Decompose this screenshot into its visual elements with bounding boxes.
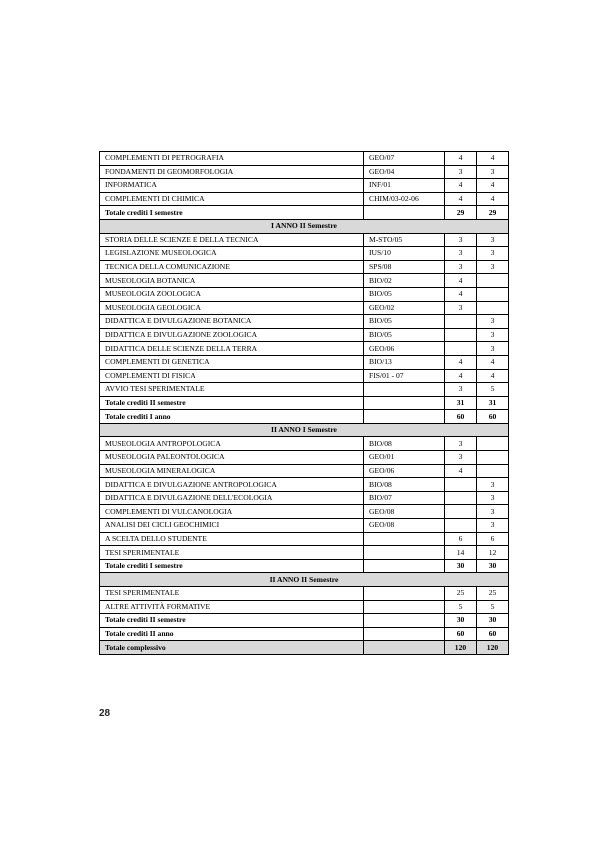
table-row [100, 587, 509, 601]
table-row [100, 179, 509, 193]
credits-alt-cell: 3 [477, 478, 509, 492]
credits-cell: 30 [445, 559, 477, 573]
sector-code-cell [364, 546, 445, 560]
table-row [100, 355, 509, 369]
table-row [100, 437, 509, 451]
section-header: II ANNO I Semestre [100, 423, 509, 437]
credits-alt-cell [477, 464, 509, 478]
total-row [100, 410, 509, 424]
credits-cell: 4 [445, 464, 477, 478]
sector-code-cell [364, 532, 445, 546]
credits-cell [445, 519, 477, 533]
course-name-cell: A SCELTA DELLO STUDENTE [100, 532, 364, 546]
credits-cell: 3 [445, 260, 477, 274]
sector-code-cell: BIO/05 [364, 328, 445, 342]
table-row [100, 301, 509, 315]
credits-alt-cell: 3 [477, 315, 509, 329]
sector-code-cell [364, 396, 445, 410]
table-row [100, 546, 509, 560]
course-name-cell: DIDATTICA E DIVULGAZIONE ANTROPOLOGICA [100, 478, 364, 492]
credits-alt-cell: 3 [477, 233, 509, 247]
credits-alt-cell [477, 437, 509, 451]
credits-cell: 3 [445, 233, 477, 247]
credits-cell: 4 [445, 179, 477, 193]
section-header: II ANNO II Semestre [100, 573, 509, 587]
credits-alt-cell: 4 [477, 192, 509, 206]
course-name-cell: MUSEOLOGIA BOTANICA [100, 274, 364, 288]
section-header-row [100, 573, 509, 587]
credits-alt-cell [477, 274, 509, 288]
credits-alt-cell: 12 [477, 546, 509, 560]
credits-alt-cell: 3 [477, 165, 509, 179]
credits-alt-cell: 3 [477, 505, 509, 519]
course-name-cell: Totale crediti II semestre [100, 614, 364, 628]
sector-code-cell: BIO/08 [364, 437, 445, 451]
credits-cell: 3 [445, 247, 477, 261]
sector-code-cell [364, 410, 445, 424]
sector-code-cell: GEO/07 [364, 152, 445, 166]
course-name-cell: ANALISI DEI CICLI GEOCHIMICI [100, 519, 364, 533]
table-row [100, 478, 509, 492]
sector-code-cell: M-STO/05 [364, 233, 445, 247]
sector-code-cell: BIO/05 [364, 287, 445, 301]
course-name-cell: ALTRE ATTIVITÀ FORMATIVE [100, 600, 364, 614]
credits-cell: 4 [445, 355, 477, 369]
table-row [100, 247, 509, 261]
credits-alt-cell: 3 [477, 328, 509, 342]
course-name-cell: TECNICA DELLA COMUNICAZIONE [100, 260, 364, 274]
course-name-cell: COMPLEMENTI DI FISICA [100, 369, 364, 383]
course-name-cell: MUSEOLOGIA PALEONTOLOGICA [100, 451, 364, 465]
course-name-cell: DIDATTICA E DIVULGAZIONE DELL'ECOLOGIA [100, 491, 364, 505]
credits-cell: 6 [445, 532, 477, 546]
course-name-cell: Totale crediti I anno [100, 410, 364, 424]
table-row [100, 519, 509, 533]
credits-cell: 31 [445, 396, 477, 410]
sector-code-cell: GEO/01 [364, 451, 445, 465]
credits-cell: 14 [445, 546, 477, 560]
total-row [100, 206, 509, 220]
course-name-cell: INFORMATICA [100, 179, 364, 193]
sector-code-cell [364, 206, 445, 220]
course-name-cell: STORIA DELLE SCIENZE E DELLA TECNICA [100, 233, 364, 247]
sector-code-cell: IUS/10 [364, 247, 445, 261]
credits-table [99, 151, 509, 655]
credits-cell: 4 [445, 287, 477, 301]
course-name-cell: MUSEOLOGIA MINERALOGICA [100, 464, 364, 478]
sector-code-cell: GEO/08 [364, 505, 445, 519]
course-name-cell: COMPLEMENTI DI CHIMICA [100, 192, 364, 206]
section-header-row [100, 219, 509, 233]
credits-table-body [100, 152, 509, 655]
table-row [100, 464, 509, 478]
table-row [100, 274, 509, 288]
sector-code-cell: GEO/06 [364, 342, 445, 356]
sector-code-cell: CHIM/03-02-06 [364, 192, 445, 206]
credits-cell: 3 [445, 383, 477, 397]
course-name-cell: Totale crediti I semestre [100, 206, 364, 220]
total-row [100, 396, 509, 410]
sector-code-cell: BIO/08 [364, 478, 445, 492]
course-name-cell: FONDAMENTI DI GEOMORFOLOGIA [100, 165, 364, 179]
course-name-cell: Totale crediti II anno [100, 627, 364, 641]
table-row [100, 192, 509, 206]
sector-code-cell [364, 627, 445, 641]
credits-cell [445, 315, 477, 329]
credits-cell: 5 [445, 600, 477, 614]
sector-code-cell [364, 641, 445, 655]
table-row [100, 491, 509, 505]
course-name-cell: MUSEOLOGIA ANTROPOLOGICA [100, 437, 364, 451]
credits-alt-cell: 6 [477, 532, 509, 546]
credits-cell: 3 [445, 301, 477, 315]
credits-cell: 4 [445, 274, 477, 288]
course-name-cell: Totale crediti I semestre [100, 559, 364, 573]
course-name-cell: DIDATTICA DELLE SCIENZE DELLA TERRA [100, 342, 364, 356]
credits-alt-cell: 60 [477, 627, 509, 641]
credits-alt-cell: 31 [477, 396, 509, 410]
course-name-cell: TESI SPERIMENTALE [100, 587, 364, 601]
table-row [100, 451, 509, 465]
course-name-cell: MUSEOLOGIA ZOOLOGICA [100, 287, 364, 301]
credits-alt-cell [477, 301, 509, 315]
sector-code-cell: GEO/04 [364, 165, 445, 179]
credits-alt-cell: 4 [477, 369, 509, 383]
course-name-cell: COMPLEMENTI DI PETROGRAFIA [100, 152, 364, 166]
credits-alt-cell: 3 [477, 491, 509, 505]
sector-code-cell: GEO/06 [364, 464, 445, 478]
total-row [100, 559, 509, 573]
sector-code-cell: INF/01 [364, 179, 445, 193]
credits-cell [445, 478, 477, 492]
table-row [100, 260, 509, 274]
credits-alt-cell: 3 [477, 342, 509, 356]
course-name-cell: MUSEOLOGIA GEOLOGICA [100, 301, 364, 315]
credits-cell [445, 491, 477, 505]
course-name-cell: AVVIO TESI SPERIMENTALE [100, 383, 364, 397]
credits-cell [445, 342, 477, 356]
credits-cell: 4 [445, 192, 477, 206]
credits-alt-cell: 120 [477, 641, 509, 655]
sector-code-cell: GEO/02 [364, 301, 445, 315]
credits-cell [445, 328, 477, 342]
total-row [100, 614, 509, 628]
credits-alt-cell: 3 [477, 247, 509, 261]
credits-alt-cell: 5 [477, 600, 509, 614]
sector-code-cell: SPS/08 [364, 260, 445, 274]
credits-alt-cell: 30 [477, 559, 509, 573]
table-row [100, 152, 509, 166]
credits-cell: 4 [445, 369, 477, 383]
course-name-cell: COMPLEMENTI DI VULCANOLOGIA [100, 505, 364, 519]
credits-cell: 3 [445, 451, 477, 465]
credits-cell: 25 [445, 587, 477, 601]
sector-code-cell: GEO/08 [364, 519, 445, 533]
table-row [100, 233, 509, 247]
table-row [100, 383, 509, 397]
credits-alt-cell: 4 [477, 355, 509, 369]
table-row [100, 342, 509, 356]
credits-cell: 30 [445, 614, 477, 628]
grand-total-row [100, 641, 509, 655]
credits-alt-cell [477, 451, 509, 465]
sector-code-cell: BIO/13 [364, 355, 445, 369]
credits-cell: 60 [445, 627, 477, 641]
credits-alt-cell: 25 [477, 587, 509, 601]
credits-cell: 60 [445, 410, 477, 424]
credits-cell: 120 [445, 641, 477, 655]
credits-alt-cell [477, 287, 509, 301]
course-name-cell: LEGISLAZIONE MUSEOLOGICA [100, 247, 364, 261]
credits-alt-cell: 3 [477, 260, 509, 274]
sector-code-cell: BIO/02 [364, 274, 445, 288]
credits-alt-cell: 5 [477, 383, 509, 397]
sector-code-cell [364, 587, 445, 601]
total-row [100, 627, 509, 641]
course-name-cell: Totale crediti II semestre [100, 396, 364, 410]
table-row [100, 287, 509, 301]
course-name-cell: COMPLEMENTI DI GENETICA [100, 355, 364, 369]
credits-alt-cell: 60 [477, 410, 509, 424]
sector-code-cell: BIO/07 [364, 491, 445, 505]
course-name-cell: DIDATTICA E DIVULGAZIONE ZOOLOGICA [100, 328, 364, 342]
course-name-cell: Totale complessivo [100, 641, 364, 655]
credits-cell: 3 [445, 165, 477, 179]
credits-cell [445, 505, 477, 519]
sector-code-cell [364, 600, 445, 614]
table-row [100, 369, 509, 383]
credits-alt-cell: 4 [477, 152, 509, 166]
course-name-cell: TESI SPERIMENTALE [100, 546, 364, 560]
sector-code-cell: BIO/05 [364, 315, 445, 329]
credits-alt-cell: 29 [477, 206, 509, 220]
section-header: I ANNO II Semestre [100, 219, 509, 233]
credits-alt-cell: 4 [477, 179, 509, 193]
table-row [100, 600, 509, 614]
table-row [100, 328, 509, 342]
page-number: 28 [99, 708, 111, 719]
course-name-cell: DIDATTICA E DIVULGAZIONE BOTANICA [100, 315, 364, 329]
credits-cell: 3 [445, 437, 477, 451]
sector-code-cell: FIS/01 - 07 [364, 369, 445, 383]
table-row [100, 505, 509, 519]
sector-code-cell [364, 559, 445, 573]
table-row [100, 165, 509, 179]
sector-code-cell [364, 614, 445, 628]
table-row [100, 532, 509, 546]
table-row [100, 315, 509, 329]
credits-alt-cell: 30 [477, 614, 509, 628]
credits-cell: 4 [445, 152, 477, 166]
section-header-row [100, 423, 509, 437]
sector-code-cell [364, 383, 445, 397]
credits-alt-cell: 3 [477, 519, 509, 533]
credits-cell: 29 [445, 206, 477, 220]
